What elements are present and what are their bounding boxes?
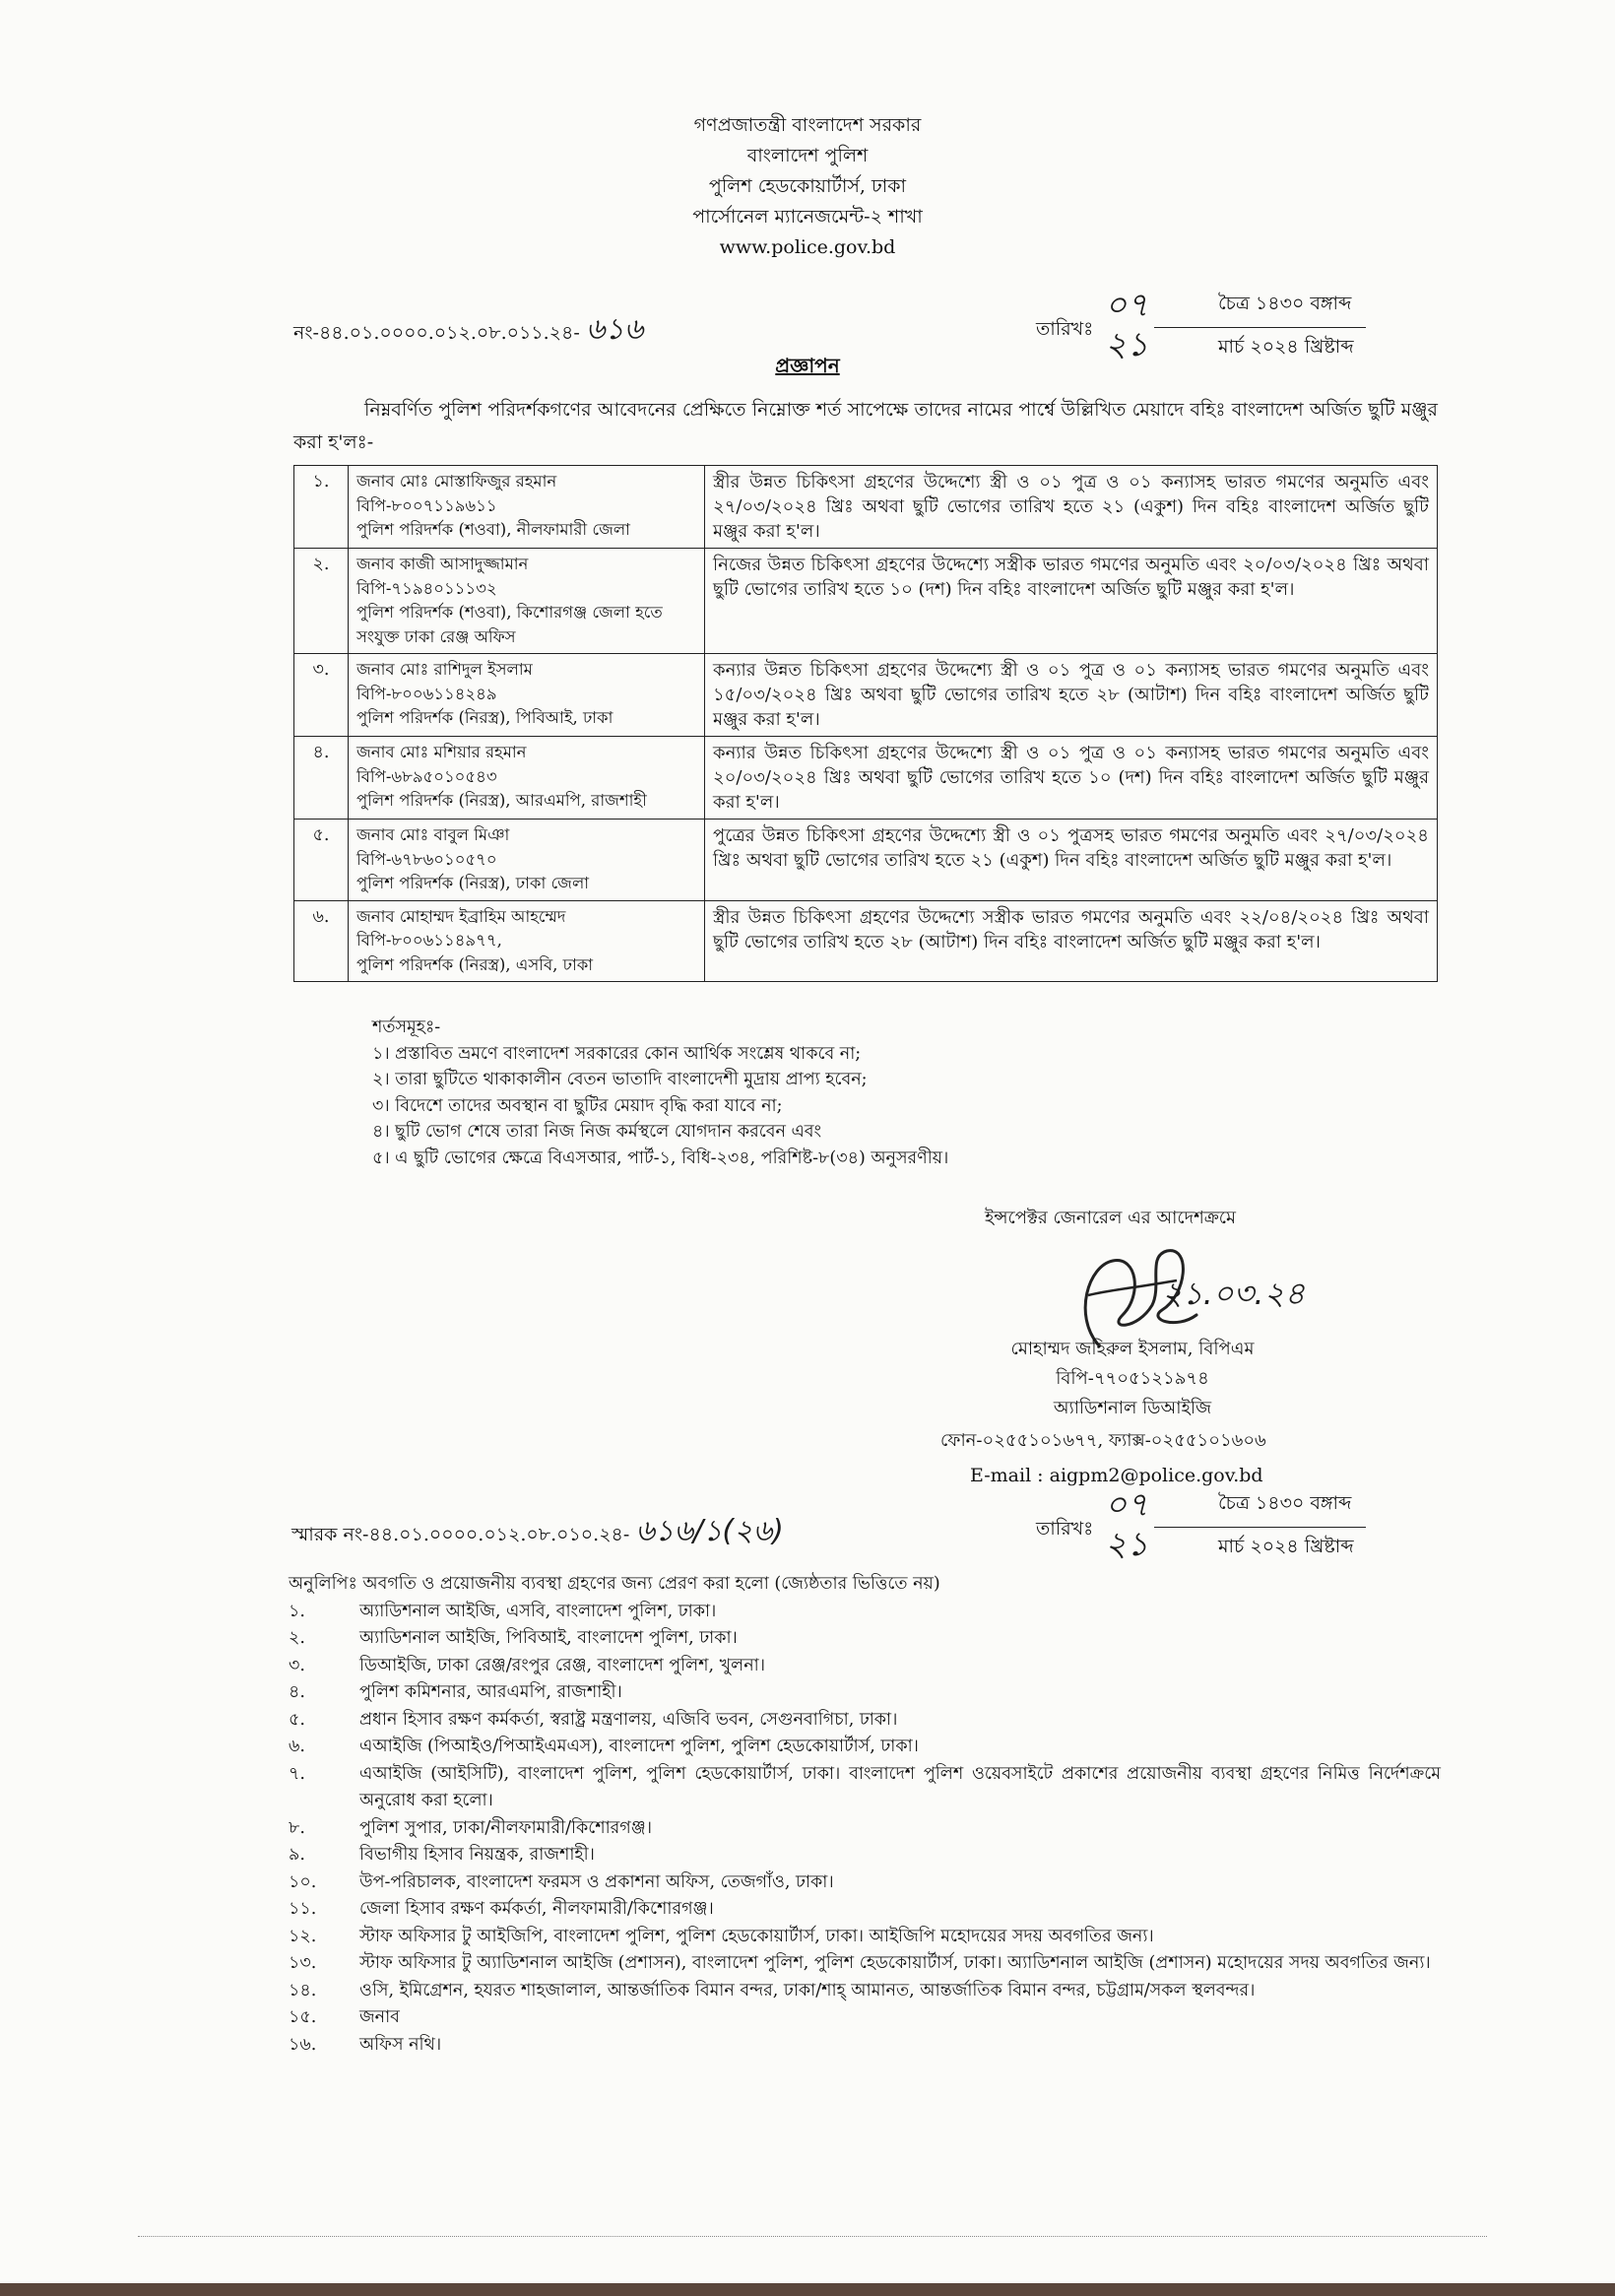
officer-post: পুলিশ পরিদর্শক (শওবা), নীলফামারী জেলা bbox=[356, 520, 630, 539]
leave-detail: স্ত্রীর উন্নত চিকিৎসা গ্রহণের উদ্দেশ্যে সস্ত্রীক ভারত গমণের অনুমতি এবং ২২/০৪/২০২৪ খ্রিঃ অথবা ছুটি ভোগের তারিখ হতে ২৮ (আটাশ) দিন বহিঃ বাংলাদেশ অর্জিত ছুটি মঞ্জুর করা হ'ল। bbox=[705, 900, 1438, 982]
date2-english: মার্চ ২০২৪ খ্রিষ্টাব্দ bbox=[1218, 1536, 1354, 1557]
order-line: ইন্সপেক্টর জেনারেল এর আদেশক্রমে bbox=[985, 1208, 1237, 1228]
date2-divider bbox=[1154, 1527, 1366, 1528]
copy-item-number: ১৫. bbox=[289, 2007, 317, 2027]
officer-post: পুলিশ পরিদর্শক (নিরস্ত্র), পিবিআই, ঢাকা bbox=[356, 708, 614, 727]
copy-item-text: অ্যাডিশনাল আইজি, পিবিআই, বাংলাদেশ পুলিশ, ঢাকা। bbox=[359, 1628, 738, 1648]
officer-row bbox=[294, 900, 1438, 982]
scan-edge bbox=[0, 2283, 1615, 2296]
copy-item-text: এআইজি (পিআইও/পিআইএমএস), বাংলাদেশ পুলিশ, পুলিশ হেডকোয়ার্টার্স, ঢাকা। bbox=[359, 1737, 919, 1756]
condition-item: ১। প্রস্তাবিত ভ্রমণে বাংলাদেশ সরকারের কোন আর্থিক সংশ্লেষ থাকবে না; bbox=[372, 1043, 862, 1064]
copy-list-item bbox=[289, 1924, 1441, 1951]
officer-post: পুলিশ পরিদর্শক (নিরস্ত্র), ঢাকা জেলা bbox=[356, 874, 590, 892]
copy-list-item bbox=[289, 1950, 1441, 1978]
officer-post: পুলিশ পরিদর্শক (নিরস্ত্র), এসবি, ঢাকা bbox=[356, 954, 594, 974]
signatory-designation: অ্যাডিশনাল ডিআইজি bbox=[1053, 1398, 1212, 1418]
conditions-heading: শর্তসমূহঃ- bbox=[372, 1017, 441, 1037]
copy-list-item bbox=[289, 1707, 1441, 1735]
condition-item: ৫। এ ছুটি ভোগের ক্ষেত্রে বিএসআর, পার্ট-১, বিধি-২৩৪, পরিশিষ্ট-৮(৩৪) অনুসরণীয়। bbox=[372, 1148, 949, 1168]
copy-list-item bbox=[289, 1815, 1441, 1843]
date-label: তারিখঃ bbox=[1036, 318, 1094, 340]
officer-serial: ৫. bbox=[294, 820, 349, 901]
officer-bp: বিপি-৬৮৯৫০১০৫৪৩ bbox=[356, 766, 497, 786]
signatory-bp: বিপি-৭৭০৫১২১৯৭৪ bbox=[1056, 1368, 1209, 1389]
copy-list-item bbox=[289, 2004, 1441, 2032]
date2-label: তারিখঃ bbox=[1036, 1518, 1094, 1540]
conditions-block bbox=[372, 1015, 948, 1171]
copy-item-number: ৮. bbox=[289, 1817, 305, 1838]
copy-list-heading: অনুলিপিঃ অবগতি ও প্রয়োজনীয় ব্যবস্থা গ্রহণের জন্য প্রেরণ করা হলো (জ্যেষ্ঠতার ভিত্তিতে নয়) bbox=[289, 1574, 940, 1594]
officer-name: জনাব মোঃ বাবুল মিঞা bbox=[356, 825, 510, 844]
copy-item-number: ৪. bbox=[289, 1682, 305, 1702]
officer-name: জনাব মোঃ মোস্তাফিজুর রহমান bbox=[356, 472, 557, 491]
page-title: প্রজ্ঞাপন bbox=[775, 354, 840, 377]
copy-list bbox=[289, 1571, 1441, 2059]
copy-list-item bbox=[289, 1679, 1441, 1707]
officer-serial: ৬. bbox=[294, 900, 349, 982]
copy-item-number: ১৬. bbox=[289, 2034, 317, 2055]
office-name: পুলিশ হেডকোয়ার্টার্স, ঢাকা bbox=[708, 175, 907, 197]
officer-bp: বিপি-৮০০৬১১৪২৪৯ bbox=[356, 684, 497, 703]
copy-item-number: ৯. bbox=[289, 1845, 305, 1865]
officer-row bbox=[294, 654, 1438, 737]
officer-bp: বিপি-৮০০৬১১৪৯৭৭, bbox=[356, 931, 502, 950]
intro-text: নিম্নবর্ণিত পুলিশ পরিদর্শকগণের আবেদনের প্রেক্ষিতে নিম্নোক্ত শর্ত সাপেক্ষে তাদের নামের পার্শ্বে উল্লিখিত মেয়াদে বহিঃ বাংলাদেশ অর্জিত ছুটি মঞ্জুর করা হ'লঃ- bbox=[293, 399, 1438, 453]
copy-item-text: স্টাফ অফিসার টু অ্যাডিশনাল আইজি (প্রশাসন), বাংলাদেশ পুলিশ, পুলিশ হেডকোয়ার্টার্স, ঢাকা। অ্যাডিশনাল আইজি (প্রশাসন) মহোদয়ের সদয় অবগতির জন্য। bbox=[359, 1953, 1431, 1973]
officer-serial: ১. bbox=[294, 466, 349, 549]
copy-list-item bbox=[289, 1896, 1441, 1924]
signatory-email: E-mail : aigpm2@police.gov.bd bbox=[970, 1465, 1263, 1486]
copy-list-item bbox=[289, 1870, 1441, 1897]
date-english: মার্চ ২০২৪ খ্রিষ্টাব্দ bbox=[1218, 336, 1354, 358]
website-text: www.police.gov.bd bbox=[719, 236, 896, 258]
signatory-phone: ফোন-০২৫৫১০১৬৭৭, ফ্যাক্স-০২৫৫১০১৬০৬ bbox=[940, 1430, 1266, 1451]
copy-item-number: ৩. bbox=[289, 1655, 305, 1675]
date2-handwritten-1: ০৭ bbox=[1105, 1485, 1149, 1525]
officer-post: পুলিশ পরিদর্শক (নিরস্ত্র), আরএমপি, রাজশাহী bbox=[356, 791, 647, 810]
leave-detail: কন্যার উন্নত চিকিৎসা গ্রহণের উদ্দেশ্যে স্ত্রী ও ০১ পুত্র ও ০১ কন্যাসহ ভারত গমণের অনুমতি এবং ১৫/০৩/২০২৪ খ্রিঃ অথবা ছুটি ভোগের তারিখ হতে ২৮ (আটাশ) দিন বহিঃ বাংলাদেশ অর্জিত ছুটি মঞ্জুর করা হ'ল। bbox=[705, 654, 1438, 737]
memo-number-text: নং-৪৪.০১.০০০০.০১২.০৮.০১১.২৪- bbox=[293, 322, 580, 344]
officer-name: জনাব মোঃ রাশিদুল ইসলাম bbox=[356, 660, 533, 679]
copy-item-text: জেলা হিসাব রক্ষণ কর্মকর্তা, নীলফামারী/কিশোরগঞ্জ। bbox=[359, 1899, 714, 1919]
copy-item-number: ৫. bbox=[289, 1709, 305, 1730]
date2-bangla: চৈত্র ১৪৩০ বঙ্গাব্দ bbox=[1218, 1492, 1352, 1514]
officer-info bbox=[349, 549, 705, 654]
officer-info bbox=[349, 820, 705, 901]
memo2-number-text: স্মারক নং-৪৪.০১.০০০০.০১২.০৮.০১০.২৪- bbox=[291, 1524, 630, 1545]
leave-detail: স্ত্রীর উন্নত চিকিৎসা গ্রহণের উদ্দেশ্যে স্ত্রী ও ০১ পুত্র ও ০১ কন্যাসহ ভারত গমণের অনুমতি এবং ২৭/০৩/২০২৪ খ্রিঃ অথবা ছুটি ভোগের তারিখ হতে ২১ (একুশ) দিন বহিঃ বাংলাদেশ অর্জিত ছুটি মঞ্জুর করা হ'ল। bbox=[705, 466, 1438, 549]
org-name: বাংলাদেশ পুলিশ bbox=[746, 145, 869, 166]
copy-item-text: পুলিশ কমিশনার, আরএমপি, রাজশাহী। bbox=[359, 1682, 622, 1702]
officer-bp: বিপি-৬৭৮৬০১০৫৭০ bbox=[356, 849, 497, 869]
officer-bp: বিপি-৭১৯৪০১১১৩২ bbox=[356, 578, 497, 598]
officer-info bbox=[349, 466, 705, 549]
copy-list-item bbox=[289, 1761, 1441, 1815]
copy-item-text: জনাব bbox=[359, 2007, 400, 2027]
memo-number-handwritten: ৬১৬ bbox=[585, 312, 644, 347]
officer-name: জনাব মোহাম্মদ ইব্রাহিম আহম্মেদ bbox=[356, 906, 566, 926]
date-divider bbox=[1154, 327, 1366, 328]
copy-item-number: ৬. bbox=[289, 1737, 305, 1756]
copy-list-item bbox=[289, 1842, 1441, 1870]
officer-row bbox=[294, 737, 1438, 820]
copy-list-item bbox=[289, 1625, 1441, 1653]
officer-name: জনাব কাজী আসাদুজ্জামান bbox=[356, 555, 529, 573]
date-handwritten-1: ০৭ bbox=[1105, 286, 1149, 325]
copy-item-text: অ্যাডিশনাল আইজি, এসবি, বাংলাদেশ পুলিশ, ঢাকা। bbox=[359, 1601, 717, 1621]
condition-item: ৩। বিদেশে তাদের অবস্থান বা ছুটির মেয়াদ বৃদ্ধি করা যাবে না; bbox=[372, 1095, 783, 1116]
copy-item-text: ডিআইজি, ঢাকা রেঞ্জ/রংপুর রেঞ্জ, বাংলাদেশ পুলিশ, খুলনা। bbox=[359, 1655, 765, 1675]
date2-handwritten-2: ২১ bbox=[1105, 1525, 1149, 1564]
copy-item-number: ১২. bbox=[289, 1926, 317, 1946]
officer-serial: ৪. bbox=[294, 737, 349, 820]
officer-info bbox=[349, 900, 705, 982]
intro-paragraph bbox=[293, 394, 1438, 459]
copy-item-text: এআইজি (আইসিটি), বাংলাদেশ পুলিশ, পুলিশ হেডকোয়ার্টার্স, ঢাকা। বাংলাদেশ পুলিশ ওয়েবসাইটে প্রকাশের প্রয়োজনীয় ব্যবস্থা গ্রহণের নিমিত্ত নির্দেশক্রমে অনুরোধ করা হলো। bbox=[359, 1763, 1441, 1810]
officer-info bbox=[349, 737, 705, 820]
officer-name: জনাব মোঃ মশিয়ার রহমান bbox=[356, 743, 527, 761]
copy-list-item bbox=[289, 1599, 1441, 1626]
leave-detail: পুত্রের উন্নত চিকিৎসা গ্রহণের উদ্দেশ্যে স্ত্রী ও ০১ পুত্রসহ ভারত গমণের অনুমতি এবং ২৭/০৩/২০২৪ খ্রিঃ অথবা ছুটি ভোগের তারিখ হতে ২১ (একুশ) দিন বহিঃ বাংলাদেশ অর্জিত ছুটি মঞ্জুর করা হ'ল। bbox=[705, 820, 1438, 901]
date-bangla: চৈত্র ১৪৩০ বঙ্গাব্দ bbox=[1218, 293, 1352, 314]
date-handwritten-2: ২১ bbox=[1105, 325, 1149, 364]
copy-item-number: ১৪. bbox=[289, 1980, 317, 2001]
copy-item-text: বিভাগীয় হিসাব নিয়ন্ত্রক, রাজশাহী। bbox=[359, 1845, 595, 1865]
copy-item-text: ওসি, ইমিগ্রেশন, হযরত শাহজালাল, আন্তর্জাতিক বিমান বন্দর, ঢাকা/শাহ্ আমানত, আন্তর্জাতিক বিমান বন্দর, চট্টগ্রাম/সকল স্থলবন্দর। bbox=[359, 1980, 1256, 2001]
govt-name: গণপ্রজাতন্ত্রী বাংলাদেশ সরকার bbox=[693, 114, 922, 136]
officer-serial: ৩. bbox=[294, 654, 349, 737]
branch-name: পার্সোনেল ম্যানেজমেন্ট-২ শাখা bbox=[692, 206, 923, 228]
memo2-number-handwritten: ৬১৬/১(২৬) bbox=[635, 1514, 784, 1548]
officer-row bbox=[294, 820, 1438, 901]
officer-info bbox=[349, 654, 705, 737]
copy-list-item bbox=[289, 1653, 1441, 1680]
condition-item: ৪। ছুটি ভোগ শেষে তারা নিজ নিজ কর্মস্থলে যোগদান করবেন এবং bbox=[372, 1122, 822, 1142]
officer-post-extra: সংযুক্ত ঢাকা রেঞ্জ অফিস bbox=[356, 626, 516, 646]
copy-item-text: স্টাফ অফিসার টু আইজিপি, বাংলাদেশ পুলিশ, পুলিশ হেডকোয়ার্টার্স, ঢাকা। আইজিপি মহোদয়ের সদয় অবগতির জন্য। bbox=[359, 1926, 1154, 1946]
signature-date: ২১.০৩.২৪ bbox=[1162, 1275, 1306, 1312]
memo2-number bbox=[291, 1507, 784, 1557]
memo2-date bbox=[1036, 1485, 1361, 1568]
copy-item-text: উপ-পরিচালক, বাংলাদেশ ফরমস ও প্রকাশনা অফিস, তেজগাঁও, ঢাকা। bbox=[359, 1871, 834, 1892]
letterhead bbox=[0, 110, 1615, 263]
condition-item: ২। তারা ছুটিতে থাকাকালীন বেতন ভাতাদি বাংলাদেশী মুদ্রায় প্রাপ্য হবেন; bbox=[372, 1070, 868, 1089]
officer-post: পুলিশ পরিদর্শক (শওবা), কিশোরগঞ্জ জেলা হতে bbox=[356, 603, 663, 622]
copy-item-number: ১৩. bbox=[289, 1953, 317, 1973]
copy-list-item bbox=[289, 1978, 1441, 2005]
copy-item-number: ১. bbox=[289, 1601, 305, 1621]
copy-item-number: ৭. bbox=[289, 1763, 305, 1784]
copy-item-number: ১০. bbox=[289, 1871, 317, 1892]
leave-detail: কন্যার উন্নত চিকিৎসা গ্রহণের উদ্দেশ্যে স্ত্রী ও ০১ পুত্র ও ০১ কন্যাসহ ভারত গমণের অনুমতি এবং ২০/০৩/২০২৪ খ্রিঃ অথবা ছুটি ভোগের তারিখ হতে ১০ (দশ) দিন বহিঃ বাংলাদেশ অর্জিত ছুটি মঞ্জুর করা হ'ল। bbox=[705, 737, 1438, 820]
memo-number bbox=[293, 305, 643, 356]
copy-item-number: ২. bbox=[289, 1628, 305, 1648]
officer-bp: বিপি-৮০০৭১১৯৬১১ bbox=[356, 495, 497, 515]
officer-table bbox=[293, 465, 1438, 982]
signatory-name: মোহাম্মদ জহিরুল ইসলাম, বিপিএম bbox=[1010, 1339, 1255, 1359]
copy-list-item bbox=[289, 2032, 1441, 2060]
copy-item-text: অফিস নথি। bbox=[359, 2034, 442, 2055]
copy-list-item bbox=[289, 1734, 1441, 1761]
signatory-block bbox=[970, 1335, 1295, 1423]
copy-item-number: ১১. bbox=[289, 1899, 317, 1919]
leave-detail: নিজের উন্নত চিকিৎসা গ্রহণের উদ্দেশ্যে সস্ত্রীক ভারত গমণের অনুমতি এবং ২০/০৩/২০২৪ খ্রিঃ অথবা ছুটি ভোগের তারিখ হতে ১০ (দশ) দিন বহিঃ বাংলাদেশ অর্জিত ছুটি মঞ্জুর করা হ'ল। bbox=[705, 549, 1438, 654]
officer-row bbox=[294, 549, 1438, 654]
copy-item-text: প্রধান হিসাব রক্ষণ কর্মকর্তা, স্বরাষ্ট্র মন্ত্রণালয়, এজিবি ভবন, সেগুনবাগিচা, ঢাকা। bbox=[359, 1709, 898, 1730]
copy-item-text: পুলিশ সুপার, ঢাকা/নীলফামারী/কিশোরগঞ্জ। bbox=[359, 1817, 652, 1838]
officer-row bbox=[294, 466, 1438, 549]
officer-serial: ২. bbox=[294, 549, 349, 654]
page-bottom-rule bbox=[138, 2236, 1487, 2237]
